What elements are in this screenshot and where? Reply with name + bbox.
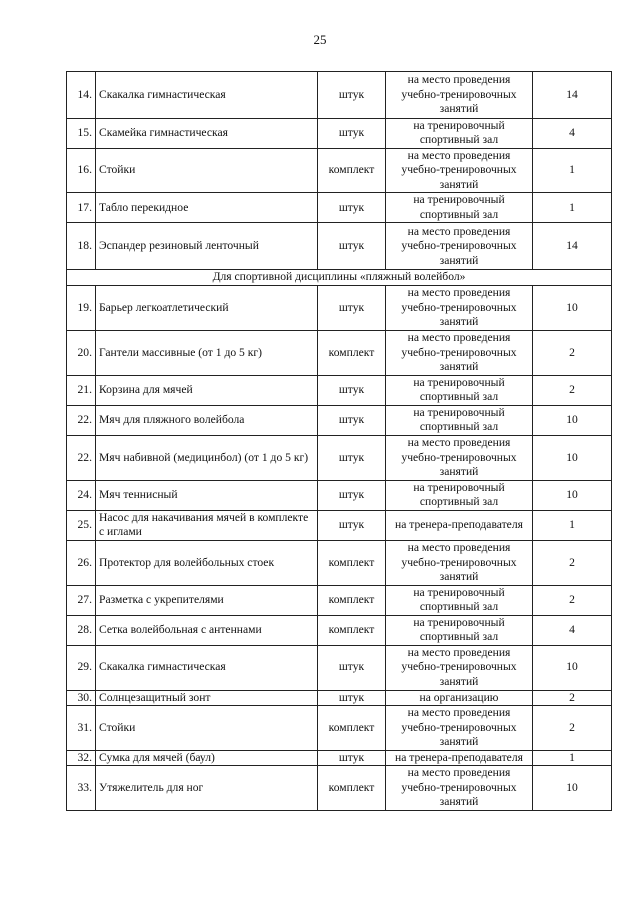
item-number: 16. bbox=[67, 148, 96, 192]
item-number: 27. bbox=[67, 585, 96, 615]
item-unit: штук bbox=[318, 119, 386, 149]
item-number: 28. bbox=[67, 615, 96, 645]
item-name: Протектор для волейбольных стоек bbox=[96, 540, 318, 585]
item-quantity: 2 bbox=[533, 690, 612, 705]
item-name: Стойки bbox=[96, 706, 318, 750]
item-unit: штук bbox=[318, 285, 386, 330]
item-unit: штук bbox=[318, 480, 386, 510]
table-row bbox=[67, 435, 612, 480]
item-unit: комплект bbox=[318, 585, 386, 615]
item-quantity: 1 bbox=[533, 750, 612, 765]
item-destination: на организацию bbox=[386, 690, 533, 705]
item-unit: штук bbox=[318, 72, 386, 119]
item-unit: комплект bbox=[318, 706, 386, 750]
item-name: Разметка с укрепителями bbox=[96, 585, 318, 615]
item-destination: на место проведения учебно-тренировочных занятий bbox=[386, 766, 533, 811]
item-number: 26. bbox=[67, 540, 96, 585]
table-row bbox=[67, 72, 612, 119]
item-number: 29. bbox=[67, 645, 96, 690]
item-name: Мяч набивной (медицинбол) (от 1 до 5 кг) bbox=[96, 435, 318, 480]
item-destination: на место проведения учебно-тренировочных занятий bbox=[386, 72, 533, 119]
table-row bbox=[67, 690, 612, 705]
item-quantity: 2 bbox=[533, 585, 612, 615]
table-row bbox=[67, 375, 612, 405]
item-quantity: 1 bbox=[533, 193, 612, 223]
item-quantity: 2 bbox=[533, 540, 612, 585]
item-destination: на тренировочный спортивный зал bbox=[386, 193, 533, 223]
item-name: Табло перекидное bbox=[96, 193, 318, 223]
table-row bbox=[67, 119, 612, 149]
item-quantity: 10 bbox=[533, 645, 612, 690]
item-quantity: 10 bbox=[533, 480, 612, 510]
item-destination: на место проведения учебно-тренировочных занятий bbox=[386, 706, 533, 750]
item-number: 22. bbox=[67, 435, 96, 480]
item-name: Эспандер резиновый ленточный bbox=[96, 223, 318, 270]
table-row bbox=[67, 766, 612, 811]
item-name: Солнцезащитный зонт bbox=[96, 690, 318, 705]
item-unit: комплект bbox=[318, 148, 386, 192]
item-name: Утяжелитель для ног bbox=[96, 766, 318, 811]
item-quantity: 4 bbox=[533, 615, 612, 645]
item-number: 18. bbox=[67, 223, 96, 270]
item-name: Барьер легкоатлетический bbox=[96, 285, 318, 330]
equipment-table-body bbox=[67, 72, 612, 811]
item-number: 32. bbox=[67, 750, 96, 765]
item-destination: на место проведения учебно-тренировочных занятий bbox=[386, 330, 533, 375]
item-destination: на тренировочный спортивный зал bbox=[386, 119, 533, 149]
item-destination: на место проведения учебно-тренировочных занятий bbox=[386, 148, 533, 192]
item-number: 24. bbox=[67, 480, 96, 510]
table-row bbox=[67, 330, 612, 375]
item-number: 20. bbox=[67, 330, 96, 375]
item-unit: штук bbox=[318, 690, 386, 705]
item-quantity: 10 bbox=[533, 285, 612, 330]
item-unit: штук bbox=[318, 435, 386, 480]
item-unit: штук bbox=[318, 645, 386, 690]
item-name: Скамейка гимнастическая bbox=[96, 119, 318, 149]
page-number: 25 bbox=[313, 32, 327, 47]
item-quantity: 10 bbox=[533, 405, 612, 435]
item-destination: на место проведения учебно-тренировочных занятий bbox=[386, 540, 533, 585]
item-name: Стойки bbox=[96, 148, 318, 192]
item-number: 31. bbox=[67, 706, 96, 750]
item-quantity: 1 bbox=[533, 148, 612, 192]
item-number: 19. bbox=[67, 285, 96, 330]
item-unit: штук bbox=[318, 750, 386, 765]
item-destination: на тренировочный спортивный зал bbox=[386, 375, 533, 405]
table-row bbox=[67, 645, 612, 690]
item-name: Скакалка гимнастическая bbox=[96, 72, 318, 119]
item-quantity: 2 bbox=[533, 330, 612, 375]
table-row bbox=[67, 148, 612, 192]
item-destination: на тренировочный спортивный зал bbox=[386, 480, 533, 510]
item-quantity: 14 bbox=[533, 72, 612, 119]
item-number: 21. bbox=[67, 375, 96, 405]
item-name: Корзина для мячей bbox=[96, 375, 318, 405]
item-unit: штук bbox=[318, 405, 386, 435]
item-number: 15. bbox=[67, 119, 96, 149]
table-row bbox=[67, 285, 612, 330]
table-row bbox=[67, 615, 612, 645]
table-row bbox=[67, 585, 612, 615]
table-row bbox=[67, 480, 612, 510]
item-name: Насос для накачивания мячей в комплекте с иглами bbox=[96, 510, 318, 540]
item-unit: комплект bbox=[318, 540, 386, 585]
item-number: 33. bbox=[67, 766, 96, 811]
table-row bbox=[67, 750, 612, 765]
item-number: 22. bbox=[67, 405, 96, 435]
item-unit: комплект bbox=[318, 615, 386, 645]
table-row bbox=[67, 540, 612, 585]
item-unit: штук bbox=[318, 193, 386, 223]
item-unit: штук bbox=[318, 223, 386, 270]
item-name: Гантели массивные (от 1 до 5 кг) bbox=[96, 330, 318, 375]
item-number: 14. bbox=[67, 72, 96, 119]
item-number: 25. bbox=[67, 510, 96, 540]
item-name: Сумка для мячей (баул) bbox=[96, 750, 318, 765]
table-row bbox=[67, 193, 612, 223]
item-destination: на место проведения учебно-тренировочных занятий bbox=[386, 285, 533, 330]
section-heading-row bbox=[67, 270, 612, 285]
item-destination: на тренировочный спортивный зал bbox=[386, 615, 533, 645]
section-heading: Для спортивной дисциплины «пляжный волейбол» bbox=[67, 270, 612, 285]
item-destination: на место проведения учебно-тренировочных занятий bbox=[386, 223, 533, 270]
item-unit: штук bbox=[318, 375, 386, 405]
table-row bbox=[67, 510, 612, 540]
item-destination: на тренировочный спортивный зал bbox=[386, 585, 533, 615]
table-row bbox=[67, 405, 612, 435]
item-destination: на тренировочный спортивный зал bbox=[386, 405, 533, 435]
item-name: Мяч теннисный bbox=[96, 480, 318, 510]
item-quantity: 14 bbox=[533, 223, 612, 270]
item-number: 30. bbox=[67, 690, 96, 705]
item-destination: на место проведения учебно-тренировочных занятий bbox=[386, 435, 533, 480]
item-name: Скакалка гимнастическая bbox=[96, 645, 318, 690]
item-quantity: 10 bbox=[533, 435, 612, 480]
item-quantity: 10 bbox=[533, 766, 612, 811]
item-name: Мяч для пляжного волейбола bbox=[96, 405, 318, 435]
item-quantity: 2 bbox=[533, 375, 612, 405]
item-number: 17. bbox=[67, 193, 96, 223]
table-row bbox=[67, 223, 612, 270]
item-name: Сетка волейбольная с антеннами bbox=[96, 615, 318, 645]
item-unit: комплект bbox=[318, 330, 386, 375]
table-row bbox=[67, 706, 612, 750]
item-unit: штук bbox=[318, 510, 386, 540]
item-quantity: 1 bbox=[533, 510, 612, 540]
item-destination: на тренера-преподавателя bbox=[386, 510, 533, 540]
item-quantity: 2 bbox=[533, 706, 612, 750]
item-destination: на тренера-преподавателя bbox=[386, 750, 533, 765]
item-destination: на место проведения учебно-тренировочных занятий bbox=[386, 645, 533, 690]
item-unit: комплект bbox=[318, 766, 386, 811]
equipment-table bbox=[66, 71, 612, 811]
item-quantity: 4 bbox=[533, 119, 612, 149]
